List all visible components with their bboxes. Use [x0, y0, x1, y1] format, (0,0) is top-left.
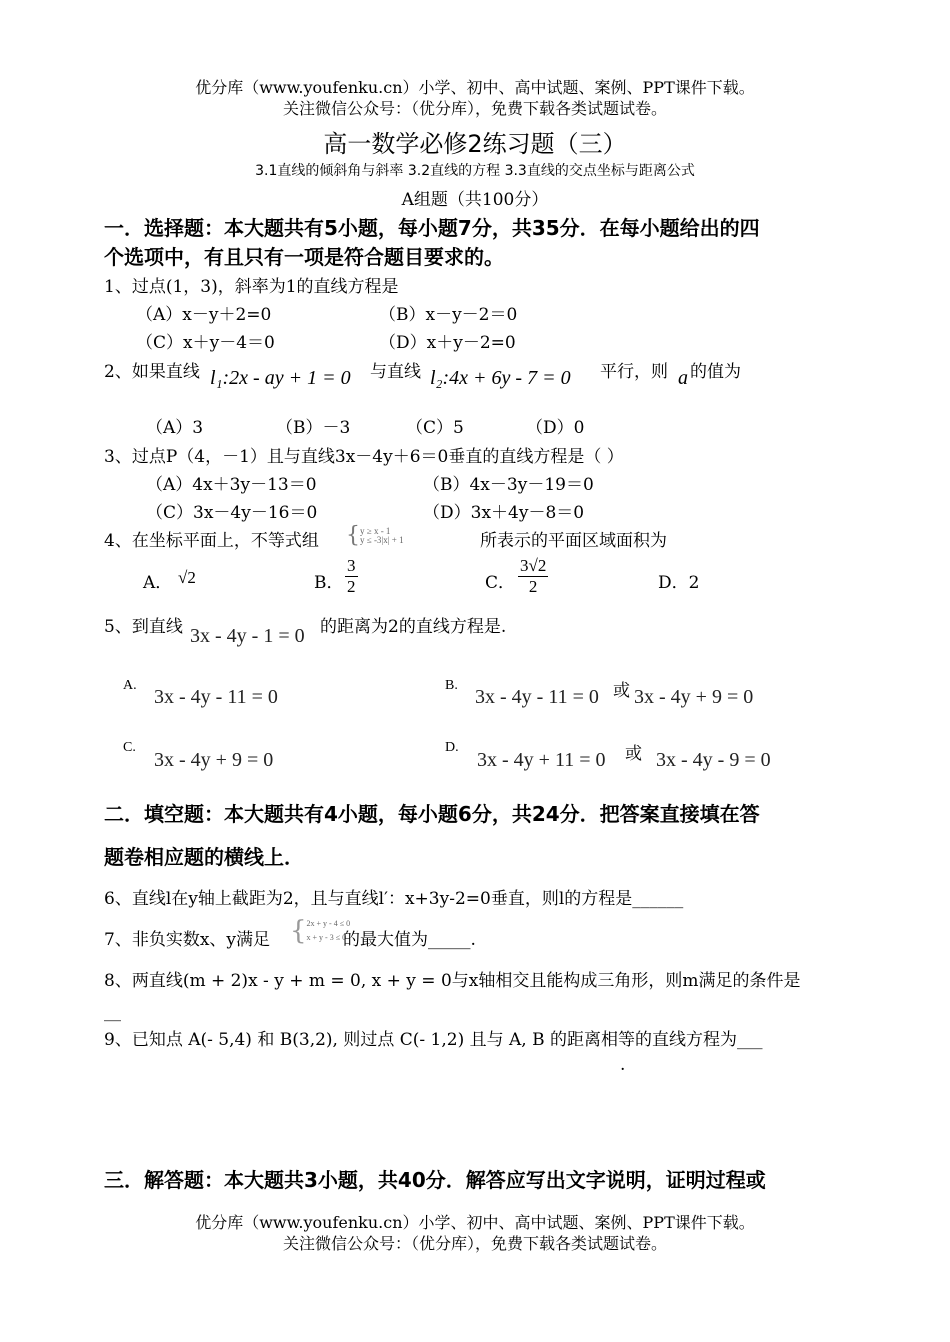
- q5-option-b-label: B.: [445, 678, 458, 693]
- q2-line-l1: l₁:2x - ay + 1 = 0: [210, 367, 351, 389]
- section-1-line-1: 一．选择题：本大题共有5小题，每小题7分，共35分．在每小题给出的四: [104, 216, 760, 240]
- q5-given-line: 3x - 4y - 1 = 0: [190, 625, 305, 647]
- q5-option-a: 3x - 4y - 11 = 0: [154, 686, 278, 708]
- q1-option-a: （A）x－y＋2=0: [136, 305, 272, 325]
- q4-option-b-fraction: [345, 556, 358, 597]
- q3-option-c: （C）3x－4y－16＝0: [146, 503, 318, 523]
- q4-option-b-label: B．: [314, 573, 344, 593]
- q4-option-a-value: √2: [178, 568, 196, 587]
- page-title: 高一数学必修2练习题（三）: [323, 130, 627, 158]
- group-label: A组题（共100分）: [401, 190, 549, 210]
- q5-number: 5、到直线: [104, 617, 183, 637]
- q5-option-b-eq1: 3x - 4y - 11 = 0: [475, 686, 599, 708]
- q2-option-a: （A）3: [146, 418, 204, 438]
- q3-stem: 3、过点P（4，－1）且与直线3x－4y＋6＝0垂直的直线方程是（ ）: [104, 447, 624, 467]
- q4-option-d: D．2: [658, 573, 700, 593]
- q4-inequality-2: y ≤ -3|x| + 1: [360, 534, 404, 545]
- q2-number: 2、如果直线: [104, 362, 200, 382]
- section-3: 三．解答题：本大题共3小题，共40分．解答应写出文字说明，证明过程或: [104, 1168, 766, 1192]
- page-subtitle: 3.1直线的倾斜角与斜率 3.2直线的方程 3.3直线的交点坐标与距离公式: [255, 163, 695, 179]
- q4-inequality-system: {y ≥ x - 1 y ≤ -3|x| + 1: [346, 523, 404, 548]
- q5-option-d-eq2: 3x - 4y - 9 = 0: [656, 749, 771, 771]
- q5-option-b-or: 或: [613, 681, 630, 701]
- section-2-line-2: 题卷相应题的横线上．: [104, 845, 304, 869]
- q7-inequality-system: {2x + y - 4 ≤ 0 x + y - 3 ≤ 0: [290, 916, 351, 946]
- footer-line-1: 优分库（www.youfenku.cn）小学、初中、高中试题、案例、PPT课件下载。: [195, 1213, 755, 1232]
- q2-tail: 平行，则: [600, 362, 668, 382]
- q4-option-b-numerator: 3: [347, 556, 356, 575]
- header-line-2: 关注微信公众号：（优分库），免费下载各类试题试卷。: [282, 99, 667, 118]
- q5-option-d-or: 或: [625, 744, 642, 764]
- footer-line-2: 关注微信公众号：（优分库），免费下载各类试题试卷。: [282, 1234, 667, 1253]
- header-line-1: 优分库（www.youfenku.cn）小学、初中、高中试题、案例、PPT课件下载。: [195, 78, 755, 97]
- q1-option-d: （D）x＋y－2=0: [379, 333, 516, 353]
- q5-option-c: 3x - 4y + 9 = 0: [154, 749, 274, 771]
- q9-period: .: [620, 1055, 626, 1075]
- q4-number: 4、在坐标平面上，不等式组: [104, 531, 319, 551]
- q8-stem: 8、两直线(m + 2)x - y + m = 0, x + y = 0与x轴相交且能构成三角形，则m满足的条件是: [104, 971, 801, 991]
- q5-option-c-label: C.: [123, 740, 136, 755]
- q5-option-d-label: D.: [445, 740, 459, 755]
- q5-option-d-eq1: 3x - 4y + 11 = 0: [477, 749, 606, 771]
- q9-stem: 9、已知点 A(- 5,4) 和 B(3,2), 则过点 C(- 1,2) 且与 A, B 的距离相等的直线方程为___: [104, 1030, 763, 1050]
- q7-number: 7、非负实数x、y满足: [104, 930, 271, 950]
- q4-option-c-label: C．: [485, 573, 516, 593]
- q4-option-b-denominator: 2: [347, 577, 356, 596]
- q1-stem: 1、过点(1，3)，斜率为1的直线方程是: [104, 277, 399, 297]
- q5-tail: 的距离为2的直线方程是.: [320, 617, 507, 637]
- q1-option-c: （C）x＋y－4＝0: [136, 333, 275, 353]
- section-2-line-1: 二．填空题：本大题共有4小题，每小题6分，共24分．把答案直接填在答: [104, 802, 760, 826]
- q6-stem: 6、直线l在y轴上截距为2，且与直线l′：x+3y-2=0垂直，则l的方程是______: [104, 889, 684, 909]
- q2-line-l2: l₂:4x + 6y - 7 = 0: [430, 367, 571, 389]
- q4-option-c-denominator: 2: [528, 577, 538, 596]
- q4-option-a-label: A．: [143, 573, 173, 593]
- q1-option-b: （B）x－y－2＝0: [379, 305, 518, 325]
- q7-tail: 的最大值为_____.: [343, 930, 476, 950]
- q4-tail: 所表示的平面区域面积为: [480, 531, 667, 551]
- q8-answer-blank: __: [104, 1002, 121, 1022]
- q7-inequality-2: x + y - 3 ≤ 0: [306, 933, 347, 942]
- q3-option-d: （D）3x＋4y－8＝0: [423, 503, 585, 523]
- q5-option-a-label: A.: [123, 678, 137, 693]
- q4-option-c-fraction: [518, 556, 548, 597]
- q3-option-b: （B）4x－3y－19＝0: [423, 475, 594, 495]
- q2-connector: 与直线: [370, 362, 421, 382]
- q3-option-a: （A）4x＋3y－13＝0: [146, 475, 317, 495]
- q2-var-a: a: [678, 367, 688, 389]
- q4-inequality-1: y ≥ x - 1: [360, 525, 391, 536]
- q2-option-b: （B）－3: [276, 418, 351, 438]
- q7-inequality-1: 2x + y - 4 ≤ 0: [306, 919, 351, 928]
- q2-option-c: （C）5: [406, 418, 464, 438]
- q4-option-c-numerator: 3√2: [520, 556, 547, 575]
- q5-option-b-eq2: 3x - 4y + 9 = 0: [634, 686, 754, 708]
- q2-end: 的值为: [690, 362, 741, 382]
- q2-option-d: （D）0: [526, 418, 585, 438]
- section-1-line-2: 个选项中，有且只有一项是符合题目要求的。: [104, 245, 504, 269]
